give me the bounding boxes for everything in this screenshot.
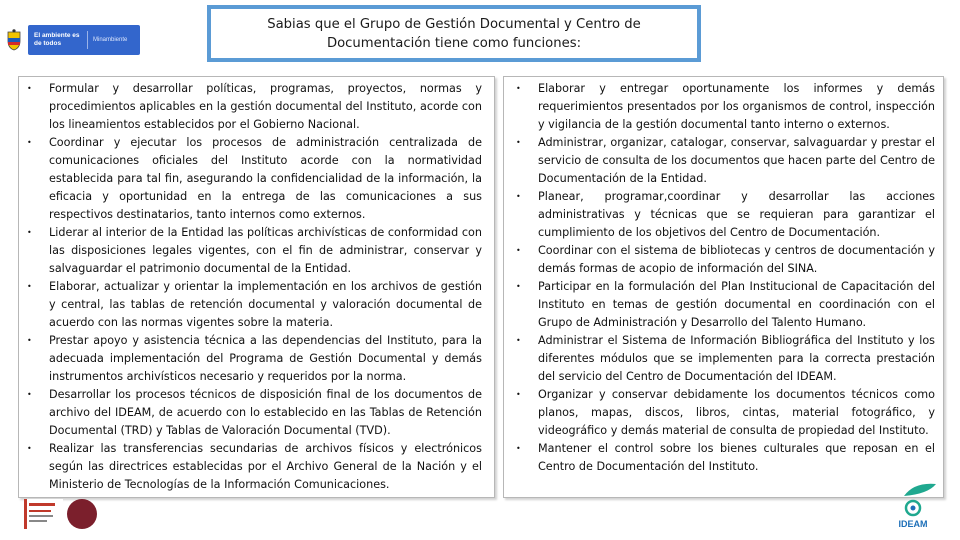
certification-seal-icon <box>24 498 100 530</box>
bullet-icon: • <box>516 84 521 93</box>
bullet-icon: • <box>27 282 32 291</box>
list-item-text: Realizar las transferencias secundarias de archivos físicos y electrónicos según las directrices establecidas por el Archivo General de la Nación y el Ministerio de Tecnologías de la Información Comunicaciones. <box>49 442 482 491</box>
ideam-mark-icon <box>898 498 928 518</box>
bullet-icon: • <box>27 336 32 345</box>
page-title: Sabias que el Grupo de Gestión Documental y Centro de Documentación tiene como funciones: <box>267 16 641 51</box>
bullet-icon: • <box>516 246 521 255</box>
logo-line2: Minambiente <box>93 37 128 43</box>
list-item <box>516 278 935 332</box>
seal-icon <box>67 499 97 529</box>
list-item <box>516 134 935 188</box>
list-item-text: Coordinar con el sistema de bibliotecas y centros de documentación y demás formas de acopio de información del SINA. <box>538 244 935 275</box>
leaf-decoration-icon <box>900 480 940 498</box>
list-item <box>27 440 482 494</box>
list-item <box>516 440 935 476</box>
bullet-icon: • <box>27 84 32 93</box>
list-item <box>27 134 482 224</box>
functions-list-right <box>504 77 943 476</box>
list-item-text: Liderar al interior de la Entidad las políticas archivísticas de conformidad con las disposiciones legales vigentes, con el fin de administrar, conservar y salvaguardar el patrimonio documental de la Entidad. <box>49 226 482 275</box>
list-item-text: Elaborar, actualizar y orientar la implementación en los archivos de gestión y central, las tablas de retención documental y valoración documental de acuerdo con las normas vigentes sobre la materia. <box>49 280 482 329</box>
bullet-icon: • <box>27 138 32 147</box>
bullet-icon: • <box>27 390 32 399</box>
list-item-text: Participar en la formulación del Plan Institucional de Capacitación del Instituto en temas de gestión documental en coordinación con el Grupo de Administración y Desarrollo del Talento Humano. <box>538 280 935 329</box>
list-item-text: Administrar, organizar, catalogar, conservar, salvaguardar y prestar el servicio de consulta de los documentos que hacen parte del Centro de Documentación de la Entidad. <box>538 136 935 185</box>
bullet-icon: • <box>27 228 32 237</box>
list-item-text: Organizar y conservar debidamente los documentos técnicos como planos, mapas, discos, libros, cintas, material fotográfico, y videográfico y demás material de consulta de propiedad del Instituto. <box>538 388 935 437</box>
list-item-text: Administrar el Sistema de Información Bibliográfica del Instituto y los diferentes módulos que se implementen para la correcta prestación del servicio del Centro de Documentación del IDEAM. <box>538 334 935 383</box>
bullet-icon: • <box>516 192 521 201</box>
bullet-icon: • <box>516 282 521 291</box>
logo-line1: El ambiente es de todos <box>34 32 80 47</box>
bullet-icon: • <box>516 336 521 345</box>
minambiente-logo <box>4 24 140 56</box>
bullet-icon: • <box>516 390 521 399</box>
list-item <box>516 386 935 440</box>
list-item-text: Prestar apoyo y asistencia técnica a las dependencias del Instituto, para la adecuada implementación del Programa de Gestión Documental y demás instrumentos archivísticos necesario y requeridos por la norma. <box>49 334 482 383</box>
list-item-text: Desarrollar los procesos técnicos de disposición final de los documentos de archivo del IDEAM, de acuerdo con lo establecido en las Tablas de Retención Documental (TRD) y Tablas de Valoración Documental (TVD). <box>49 388 482 437</box>
minambiente-badge <box>28 25 140 55</box>
ideam-logo-icon <box>888 498 938 534</box>
list-item-text: Formular y desarrollar políticas, programas, proyectos, normas y procedimientos aplicables en la gestión documental del Instituto, acorde con los lineamientos establecidos por el Gobierno Nacional. <box>49 82 482 131</box>
bullet-icon: • <box>27 444 32 453</box>
list-item-text: Elaborar y entregar oportunamente los informes y demás requerimientos presentados por los organismos de control, inspección y vigilancia de la gestión documental tanto interno o externos. <box>538 82 935 131</box>
functions-panel-left <box>18 76 495 498</box>
logo-separator <box>87 31 88 49</box>
title-box <box>207 5 701 62</box>
list-item <box>516 80 935 134</box>
list-item <box>27 80 482 134</box>
cert-label-graphic <box>24 499 63 529</box>
list-item-text: Mantener el control sobre los bienes culturales que reposan en el Centro de Documentación del Instituto. <box>538 442 935 473</box>
list-item <box>27 386 482 440</box>
functions-list-left <box>19 77 494 494</box>
list-item <box>27 278 482 332</box>
list-item <box>27 332 482 386</box>
list-item <box>516 332 935 386</box>
list-item-text: Planear, programar,coordinar y desarrollar las acciones administrativas y técnicas que se requieran para garantizar el cumplimiento de los objetivos del Centro de Documentación. <box>538 190 935 239</box>
functions-panel-right <box>503 76 944 498</box>
list-item <box>516 242 935 278</box>
bullet-icon: • <box>516 444 521 453</box>
colombia-shield-icon <box>6 29 22 51</box>
list-item <box>516 188 935 242</box>
list-item <box>27 224 482 278</box>
bullet-icon: • <box>516 138 521 147</box>
list-item-text: Coordinar y ejecutar los procesos de administración centralizada de comunicaciones oficiales del Instituto acorde con la normatividad establecida para tal fin, asegurando la confidencialidad de la información, la eficacia y oportunidad en la entrega de las comunicaciones a sus respectivos destinatarios, tanto internos como externos. <box>49 136 482 221</box>
ideam-brand-text: IDEAM <box>898 519 928 529</box>
